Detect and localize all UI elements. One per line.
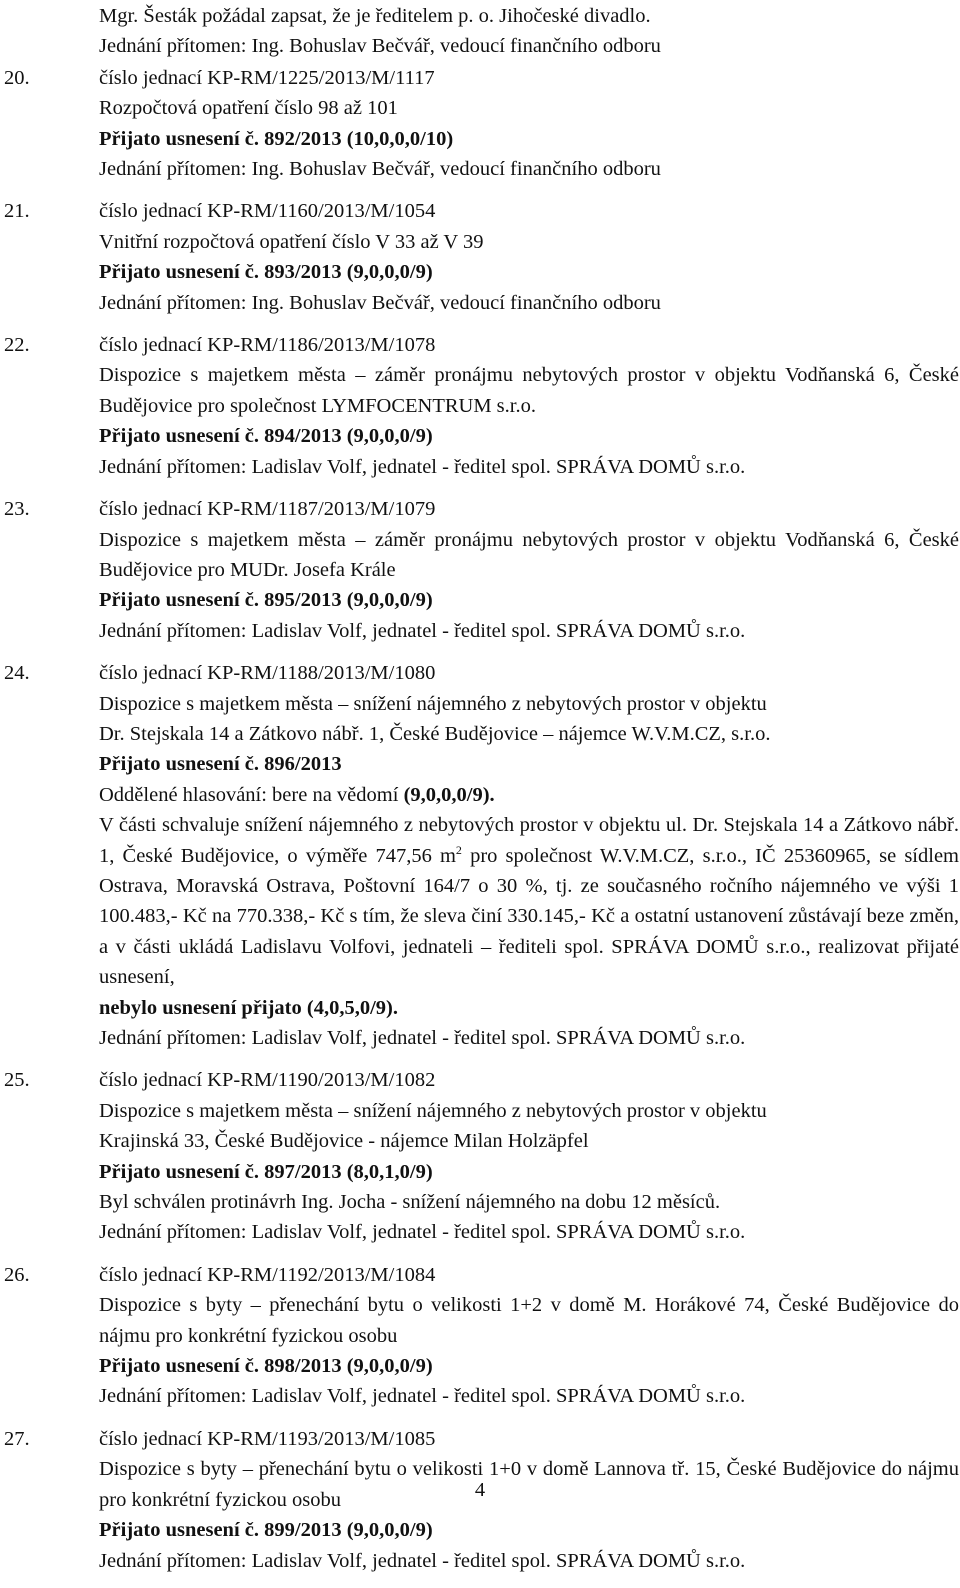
lead-block (0, 1, 960, 62)
lead-line-1: Mgr. Šesták požádal zapsat, že je ředitelem p. o. Jihočeské divadlo. (99, 5, 651, 27)
item-reference: číslo jednací KP-RM/1193/2013/M/1085 (99, 1427, 436, 1450)
item-reference: číslo jednací KP-RM/1188/2013/M/1080 (99, 662, 436, 685)
item-number: 24. (4, 662, 30, 685)
item-resolution: Přijato usnesení č. 892/2013 (10,0,0,0/10) (99, 127, 454, 150)
detail-text-2: pro společnost W.V.M.CZ, s.r.o., IČ 25360965, se sídlem Ostrava, Moravská Ostrava, Poštovní 164/7 o 30 %, tj. ze současného ročního nájemného ve výši 1 100.483,- Kč na 770.338,- Kč s tím, že sleva činí 330.145,- Kč a ostatní ustanovení zůstávají beze změn, a v části ukládá Ladislavu Volfovi, jednateli – řediteli spol. SPRÁVA DOMŮ s.r.o., realizovat přijaté usnesení, (99, 844, 959, 989)
agenda-item-22 (0, 330, 960, 482)
item-reference: číslo jednací KP-RM/1190/2013/M/1082 (99, 1069, 436, 1092)
item-reference: číslo jednací KP-RM/1160/2013/M/1054 (99, 200, 436, 223)
agenda-item-23 (0, 494, 960, 646)
item-attendee: Jednání přítomen: Ladislav Volf, jednatel - ředitel spol. SPRÁVA DOMŮ s.r.o. (99, 455, 746, 478)
item-subject-line-2: Krajinská 33, České Budějovice - nájemce Milan Holzäpfel (99, 1130, 589, 1153)
item-subject: Vnitřní rozpočtová opatření číslo V 33 až V 39 (99, 230, 484, 253)
page-number: 4 (474, 1479, 486, 1501)
item-number: 20. (4, 66, 30, 89)
item-subject: Rozpočtová opatření číslo 98 až 101 (99, 97, 398, 120)
item-resolution: Přijato usnesení č. 893/2013 (9,0,0,0/9) (99, 261, 433, 284)
item-resolution: Přijato usnesení č. 896/2013 (99, 753, 342, 776)
item-attendee: Jednání přítomen: Ladislav Volf, jednatel - ředitel spol. SPRÁVA DOMŮ s.r.o. (99, 1221, 746, 1244)
item-resolution: Přijato usnesení č. 898/2013 (9,0,0,0/9) (99, 1355, 433, 1378)
item-number: 21. (4, 200, 30, 223)
agenda-item-24 (0, 658, 960, 1053)
item-attendee: Jednání přítomen: Ladislav Volf, jednatel - ředitel spol. SPRÁVA DOMŮ s.r.o. (99, 1385, 746, 1408)
item-attendee: Jednání přítomen: Ladislav Volf, jednatel - ředitel spol. SPRÁVA DOMŮ s.r.o. (99, 619, 746, 642)
item-subject-line-2: Dr. Stejskala 14 a Zátkovo nábř. 1, České Budějovice – nájemce W.V.M.CZ, s.r.o. (99, 722, 771, 745)
agenda-item-26 (0, 1260, 960, 1412)
item-reference: číslo jednací KP-RM/1186/2013/M/1078 (99, 334, 436, 357)
item-resolution: Přijato usnesení č. 894/2013 (9,0,0,0/9) (99, 425, 433, 448)
item-attendee: Jednání přítomen: Ing. Bohuslav Bečvář, vedoucí finančního odboru (99, 291, 661, 314)
item-subject: Dispozice s byty – přenechání bytu o velikosti 1+0 v domě Lannova tř. 15, České Budějovice do nájmu pro konkrétní fyzickou osobu (99, 1458, 959, 1511)
agenda-item-25 (0, 1065, 960, 1247)
item-reference: číslo jednací KP-RM/1225/2013/M/1117 (99, 66, 435, 89)
item-vote (99, 780, 959, 810)
detail-superscript: 2 (455, 842, 462, 857)
item-attendee: Jednání přítomen: Ing. Bohuslav Bečvář, vedoucí finančního odboru (99, 158, 661, 181)
item-subject: Dispozice s byty – přenechání bytu o velikosti 1+2 v domě M. Horákové 74, České Budějovice do nájmu pro konkrétní fyzickou osobu (99, 1294, 959, 1347)
vote-text: Oddělené hlasování: bere na vědomí (99, 783, 404, 806)
page-content (0, 1, 960, 1588)
item-subject: Dispozice s majetkem města – záměr pronájmu nebytových prostor v objektu Vodňanská 6, České Budějovice pro MUDr. Josefa Krále (99, 528, 959, 581)
item-number: 23. (4, 498, 30, 521)
item-not-adopted: nebylo usnesení přijato (4,0,5,0/9). (99, 996, 398, 1019)
item-attendee: Jednání přítomen: Ladislav Volf, jednatel - ředitel spol. SPRÁVA DOMŮ s.r.o. (99, 1549, 746, 1572)
item-attendee: Jednání přítomen: Ladislav Volf, jednatel - ředitel spol. SPRÁVA DOMŮ s.r.o. (99, 1027, 746, 1049)
item-subject-line-1: Dispozice s majetkem města – snížení nájemného z nebytových prostor v objektu (99, 1099, 767, 1122)
lead-attendee-line: Jednání přítomen: Ing. Bohuslav Bečvář, vedoucí finančního odboru (99, 35, 661, 58)
item-subject: Dispozice s majetkem města – záměr pronájmu nebytových prostor v objektu Vodňanská 6, České Budějovice pro společnost LYMFOCENTRUM s.r.o. (99, 364, 959, 417)
item-number: 26. (4, 1263, 30, 1286)
item-resolution: Přijato usnesení č. 899/2013 (9,0,0,0/9) (99, 1519, 433, 1542)
detail-text-1: V části schvaluje snížení nájemného z nebytových prostor v objektu ul. Dr. Stejskala 14 a Zátkovo nábř. 1, České Budějovice, o výměře 747,56 m (99, 814, 959, 867)
item-number: 25. (4, 1069, 30, 1092)
item-resolution: Přijato usnesení č. 897/2013 (8,0,1,0/9) (99, 1160, 433, 1183)
item-number: 22. (4, 334, 30, 357)
vote-result: (9,0,0,0/9). (403, 783, 495, 806)
item-number: 27. (4, 1427, 30, 1450)
agenda-item-20 (0, 63, 960, 185)
agenda-item-21 (0, 196, 960, 318)
item-note: Byl schválen protinávrh Ing. Jocha - snížení nájemného na dobu 12 měsíců. (99, 1191, 721, 1214)
item-resolution: Přijato usnesení č. 895/2013 (9,0,0,0/9) (99, 589, 433, 612)
item-reference: číslo jednací KP-RM/1187/2013/M/1079 (99, 498, 436, 521)
item-subject-line-1: Dispozice s majetkem města – snížení nájemného z nebytových prostor v objektu (99, 692, 767, 715)
item-detail (99, 810, 959, 992)
item-reference: číslo jednací KP-RM/1192/2013/M/1084 (99, 1263, 436, 1286)
